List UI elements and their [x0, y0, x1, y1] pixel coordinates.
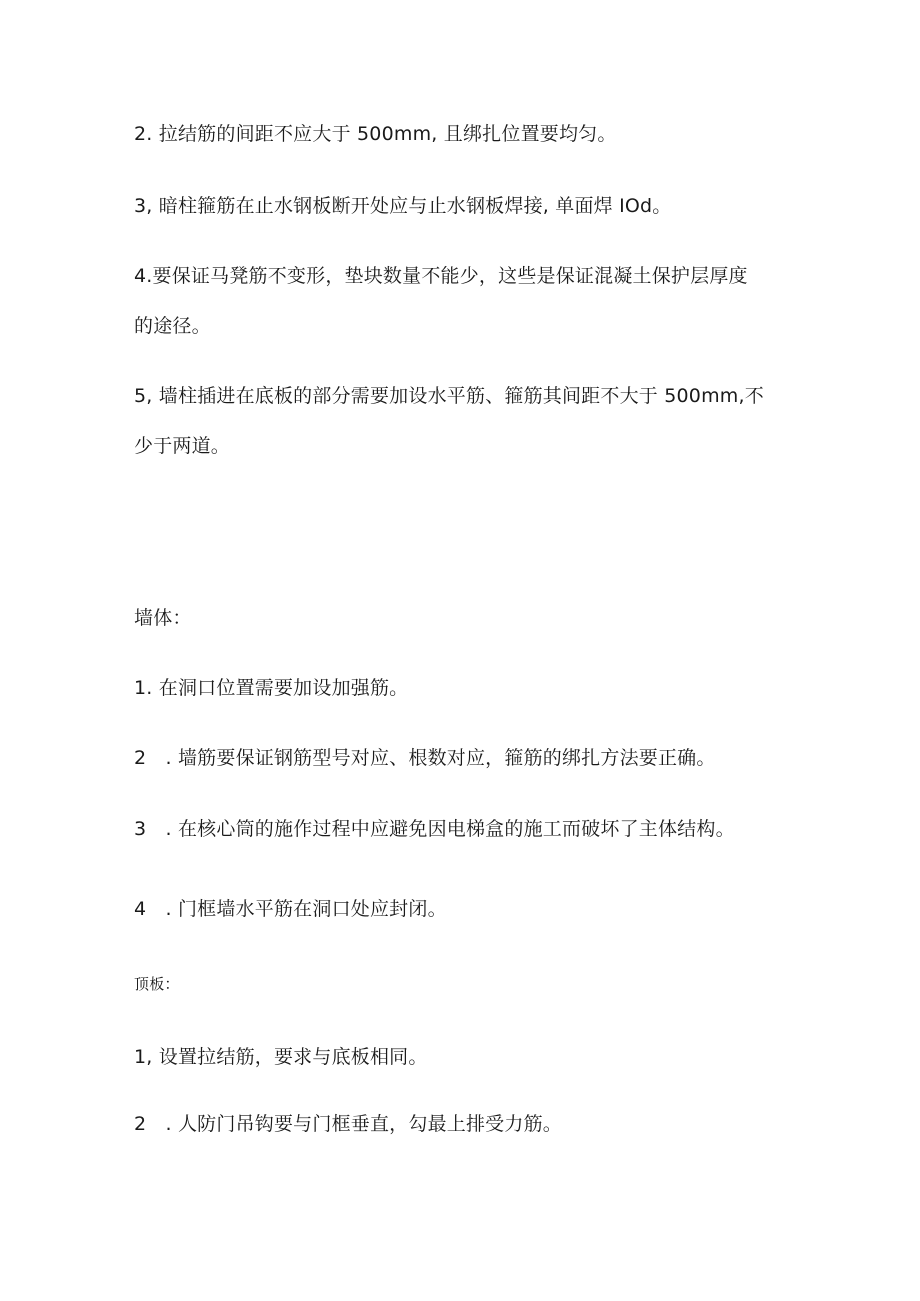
wall-list-item-1: 1. 在洞口位置需要加设加强筋。 — [134, 677, 409, 699]
paragraph-item-2: 2. 拉结筋的间距不应大于 500mm, 且绑扎位置要均匀。 — [134, 123, 617, 145]
roof-list-item-1: 1, 设置拉结筋，要求与底板相同。 — [134, 1046, 428, 1068]
roof-list-item-2: 2 . 人防门吊钩要与门框垂直，勾最上排受力筋。 — [134, 1113, 562, 1135]
section-heading-wall: 墙体： — [134, 607, 192, 629]
paragraph-item-4-line-1: 4.要保证马凳筋不变形，垫块数量不能少，这些是保证混凝土保护层厚度 — [134, 265, 748, 287]
wall-list-item-3: 3 . 在核心筒的施作过程中应避免因电梯盒的施工而破坏了主体结构。 — [134, 818, 735, 840]
paragraph-item-5-line-1: 5, 墙柱插进在底板的部分需要加设水平筋、箍筋其间距不大于 500mm,不 — [134, 385, 764, 407]
paragraph-item-4-line-2: 的途径。 — [134, 315, 211, 337]
section-heading-roof: 顶板： — [134, 975, 180, 993]
paragraph-item-3: 3, 暗柱箍筋在止水钢板断开处应与止水钢板焊接, 单面焊 IOd。 — [134, 195, 672, 217]
paragraph-item-5-line-2: 少于两道。 — [134, 435, 231, 457]
wall-list-item-2: 2 . 墙筋要保证钢筋型号对应、根数对应，箍筋的绑扎方法要正确。 — [134, 747, 716, 769]
wall-list-item-4: 4 . 门框墙水平筋在洞口处应封闭。 — [134, 898, 447, 920]
